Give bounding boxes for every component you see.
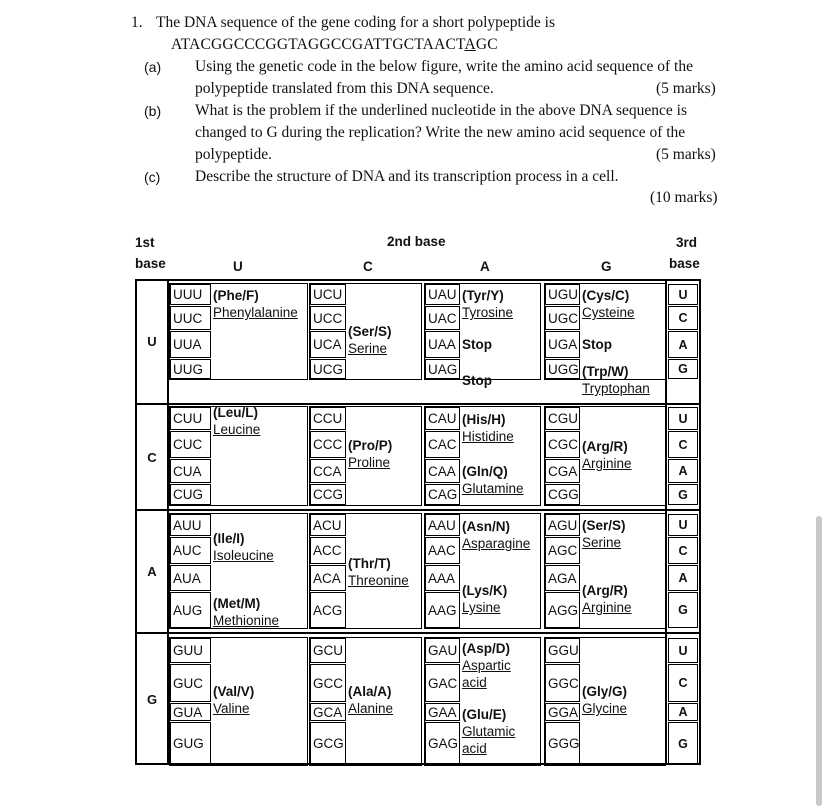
codon-GAC: GAC xyxy=(425,664,460,702)
codon-CAG: CAG xyxy=(425,484,460,505)
third-base-A: A xyxy=(668,703,698,721)
third-base-C: C xyxy=(668,537,698,564)
codon-GAG: GAG xyxy=(425,722,460,765)
third-base-C: C xyxy=(668,306,698,330)
third-base-U: U xyxy=(668,284,698,305)
amino-acid-name: Valine xyxy=(213,701,250,716)
codon-GAA: GAA xyxy=(425,703,460,721)
codon-AAU: AAU xyxy=(425,514,460,536)
amino-acid-name: Glutamine xyxy=(462,481,524,496)
codon-UCC: UCC xyxy=(310,306,346,330)
codon-CUC: CUC xyxy=(170,431,211,458)
codon-CCA: CCA xyxy=(310,459,346,483)
third-base-U: U xyxy=(668,407,698,430)
question-number: 1. xyxy=(131,14,143,31)
codon-CGA: CGA xyxy=(545,459,580,483)
amino-acid-label xyxy=(213,595,279,629)
codon-CUA: CUA xyxy=(170,459,211,483)
amino-acid-name: Glutamic acid xyxy=(462,724,516,756)
codon-UUC: UUC xyxy=(170,306,211,330)
amino-acid-label xyxy=(582,582,632,616)
first-base-U: U xyxy=(147,334,157,349)
third-base-A: A xyxy=(668,565,698,591)
third-base-G: G xyxy=(668,722,698,765)
codon-AAC: AAC xyxy=(425,537,460,564)
amino-acid-label xyxy=(213,530,274,564)
part-c-label: (c) xyxy=(144,169,161,185)
amino-acid-name: Phenylalanine xyxy=(213,305,298,320)
codon-UGG: UGG xyxy=(545,359,580,379)
codon-GGC: GGC xyxy=(545,664,580,702)
amino-acid-name: Histidine xyxy=(462,429,514,444)
row-divider xyxy=(135,632,701,634)
amino-acid-abbr: (Asp/D) xyxy=(462,641,510,656)
amino-acid-abbr: (Asn/N) xyxy=(462,519,510,534)
codon-UGC: UGC xyxy=(545,306,580,330)
amino-acid-name: Lysine xyxy=(462,600,501,615)
third-base-C: C xyxy=(668,431,698,458)
codon-ACG: ACG xyxy=(310,592,346,628)
amino-acid-abbr: (Val/V) xyxy=(213,684,255,699)
codon-GUA: GUA xyxy=(170,703,211,721)
dna-sequence xyxy=(171,34,498,56)
amino-acid-abbr: (Ser/S) xyxy=(348,324,392,339)
amino-acid-label xyxy=(582,438,632,472)
third-base-A: A xyxy=(668,331,698,358)
amino-acid-label xyxy=(582,363,650,397)
codon-ACC: ACC xyxy=(310,537,346,564)
amino-acid-abbr: Stop xyxy=(462,337,492,352)
amino-acid-abbr: (Trp/W) xyxy=(582,364,629,379)
block-border xyxy=(309,406,422,506)
codon-GGG: GGG xyxy=(545,722,580,765)
amino-acid-name: Serine xyxy=(582,535,622,550)
column-divider xyxy=(167,279,169,765)
codon-CCC: CCC xyxy=(310,431,346,458)
codon-AAG: AAG xyxy=(425,592,460,628)
amino-acid-name: Asparagine xyxy=(462,536,531,551)
codon-GAU: GAU xyxy=(425,638,460,663)
second-base-U: U xyxy=(233,259,243,274)
amino-acid-label xyxy=(348,683,393,717)
dna-after: GC xyxy=(475,36,498,53)
amino-acid-abbr: (Cys/C) xyxy=(582,288,630,303)
amino-acid-abbr: (Ser/S) xyxy=(582,518,626,533)
third-base-G: G xyxy=(668,359,698,379)
codon-AAA: AAA xyxy=(425,565,460,591)
part-b-marks: (5 marks) xyxy=(656,146,716,163)
codon-UGU: UGU xyxy=(545,284,580,305)
amino-acid-label xyxy=(462,640,526,691)
first-base-C: C xyxy=(147,449,157,465)
codon-CAC: CAC xyxy=(425,431,460,458)
third-base-G: G xyxy=(668,484,698,505)
amino-acid-label xyxy=(582,336,612,353)
row-divider xyxy=(135,509,701,511)
amino-acid-name: Arginine xyxy=(582,600,632,615)
codon-UUU: UUU xyxy=(170,284,211,305)
part-a-label: (a) xyxy=(144,59,162,75)
question-stem: The DNA sequence of the gene coding for a short polypeptide is xyxy=(156,14,556,31)
amino-acid-abbr: (Phe/F) xyxy=(213,288,259,303)
amino-acid-name: Proline xyxy=(348,455,391,470)
amino-acid-name: Leucine xyxy=(213,422,261,437)
amino-acid-abbr: (Gln/Q) xyxy=(462,464,508,479)
amino-acid-abbr: Stop xyxy=(582,337,612,352)
amino-acid-label xyxy=(348,555,409,589)
codon-GUG: GUG xyxy=(170,722,211,765)
third-base-A: A xyxy=(668,459,698,483)
column-divider xyxy=(665,279,667,765)
amino-acid-abbr: (Gly/G) xyxy=(582,684,628,699)
amino-acid-label xyxy=(462,706,526,757)
amino-acid-abbr: (Thr/T) xyxy=(348,556,391,571)
amino-acid-abbr: (Lys/K) xyxy=(462,583,508,598)
codon-AGC: AGC xyxy=(545,537,580,564)
third-base-G: G xyxy=(668,592,698,628)
codon-GGA: GGA xyxy=(545,703,580,721)
amino-acid-label xyxy=(462,336,492,353)
amino-acid-label xyxy=(582,683,627,717)
amino-acid-label xyxy=(213,683,254,717)
amino-acid-name: Aspartic acid xyxy=(462,658,511,690)
second-base-C: C xyxy=(363,259,373,274)
codon-CAU: CAU xyxy=(425,407,460,430)
codon-AUG: AUG xyxy=(170,592,211,628)
codon-GCG: GCG xyxy=(310,722,346,765)
codon-CAA: CAA xyxy=(425,459,460,483)
amino-acid-label xyxy=(213,287,298,321)
codon-ACU: ACU xyxy=(310,514,346,536)
first-base-A: A xyxy=(147,564,157,579)
codon-CCU: CCU xyxy=(310,407,346,430)
amino-acid-name: Methionine xyxy=(213,613,280,628)
amino-acid-name: Tryptophan xyxy=(582,381,650,396)
amino-acid-label xyxy=(462,287,513,321)
amino-acid-label xyxy=(582,287,635,321)
codon-AUU: AUU xyxy=(170,514,211,536)
codon-CCG: CCG xyxy=(310,484,346,505)
part-b-label: (b) xyxy=(144,103,162,119)
amino-acid-abbr: (Tyr/Y) xyxy=(462,288,504,303)
codon-CGG: CGG xyxy=(545,484,580,505)
dna-before: ATACGGCCCGGTAGGCCGATTGCTAACT xyxy=(171,36,465,53)
codon-AGU: AGU xyxy=(545,514,580,536)
codon-UCG: UCG xyxy=(310,359,346,379)
amino-acid-abbr: Stop xyxy=(462,373,492,388)
part-a-line2: polypeptide translated from this DNA sequence. xyxy=(195,80,494,97)
codon-CUG: CUG xyxy=(170,484,211,505)
codon-AGG: AGG xyxy=(545,592,580,628)
codon-UCU: UCU xyxy=(310,284,346,305)
codon-GCA: GCA xyxy=(310,703,346,721)
amino-acid-name: Serine xyxy=(348,341,388,356)
amino-acid-name: Tyrosine xyxy=(462,305,514,320)
codon-GUU: GUU xyxy=(170,638,211,663)
codon-CUU: CUU xyxy=(170,407,211,430)
amino-acid-name: Glycine xyxy=(582,701,628,716)
first-base-G: G xyxy=(146,691,158,707)
amino-acid-abbr: (Pro/P) xyxy=(348,438,393,453)
codon-GCU: GCU xyxy=(310,638,346,663)
amino-acid-abbr: (Glu/E) xyxy=(462,707,507,722)
part-b-line3: polypeptide. xyxy=(195,146,273,163)
amino-acid-name: Alanine xyxy=(348,701,394,716)
codon-AUC: AUC xyxy=(170,537,211,564)
part-a-line1: Using the genetic code in the below figure, write the amino acid sequence of the xyxy=(195,58,693,75)
amino-acid-name: Arginine xyxy=(582,456,632,471)
third-base-label-2: base xyxy=(669,256,700,271)
second-base-label: 2nd base xyxy=(387,234,446,249)
part-c-line1: Describe the structure of DNA and its transcription process in a cell. xyxy=(195,168,619,185)
scrollbar[interactable] xyxy=(816,516,822,806)
codon-CGC: CGC xyxy=(545,431,580,458)
part-c-marks: (10 marks) xyxy=(650,189,718,206)
amino-acid-label xyxy=(348,323,392,357)
codon-ACA: ACA xyxy=(310,565,346,591)
codon-UUG: UUG xyxy=(170,359,211,379)
second-base-A: A xyxy=(480,259,490,274)
codon-UCA: UCA xyxy=(310,331,346,358)
second-base-G: G xyxy=(601,259,612,274)
codon-UUA: UUA xyxy=(170,331,211,358)
dna-underlined-nucleotide: A xyxy=(464,36,476,53)
amino-acid-label xyxy=(462,411,514,445)
part-a-marks: (5 marks) xyxy=(656,80,716,97)
third-base-label-1: 3rd xyxy=(676,235,698,250)
amino-acid-abbr: (His/H) xyxy=(462,412,506,427)
codon-UAU: UAU xyxy=(425,284,460,305)
codon-AGA: AGA xyxy=(545,565,580,591)
amino-acid-abbr: (Met/M) xyxy=(213,596,261,611)
amino-acid-abbr: (Arg/R) xyxy=(582,583,628,598)
block-border xyxy=(169,406,308,506)
part-b-line1: What is the problem if the underlined nucleotide in the above DNA sequence is xyxy=(195,102,687,119)
codon-UAG: UAG xyxy=(425,359,460,379)
amino-acid-label xyxy=(582,517,626,551)
amino-acid-name: Isoleucine xyxy=(213,548,274,563)
codon-UGA: UGA xyxy=(545,331,580,358)
codon-GUC: GUC xyxy=(170,664,211,702)
amino-acid-abbr: (Ile/I) xyxy=(213,531,245,546)
part-b-line2: changed to G during the replication? Write the new amino acid sequence of the xyxy=(195,124,686,141)
codon-GCC: GCC xyxy=(310,664,346,702)
third-base-U: U xyxy=(668,638,698,663)
third-base-U: U xyxy=(668,514,698,536)
amino-acid-abbr: (Ala/A) xyxy=(348,684,392,699)
third-base-C: C xyxy=(668,664,698,702)
codon-CGU: CGU xyxy=(545,407,580,430)
amino-acid-abbr: (Arg/R) xyxy=(582,439,628,454)
amino-acid-label xyxy=(462,463,524,497)
amino-acid-name: Threonine xyxy=(348,573,409,588)
codon-AUA: AUA xyxy=(170,565,211,591)
amino-acid-label xyxy=(462,582,507,616)
codon-GGU: GGU xyxy=(545,638,580,663)
codon-UAC: UAC xyxy=(425,306,460,330)
codon-UAA: UAA xyxy=(425,331,460,358)
amino-acid-label xyxy=(462,518,530,552)
amino-acid-abbr: (Leu/L) xyxy=(213,405,258,420)
row-divider xyxy=(135,403,701,405)
amino-acid-label xyxy=(462,372,492,389)
first-base-label-1: 1st xyxy=(135,235,155,250)
first-base-label-2: base xyxy=(135,256,166,271)
amino-acid-name: Cysteine xyxy=(582,305,635,320)
